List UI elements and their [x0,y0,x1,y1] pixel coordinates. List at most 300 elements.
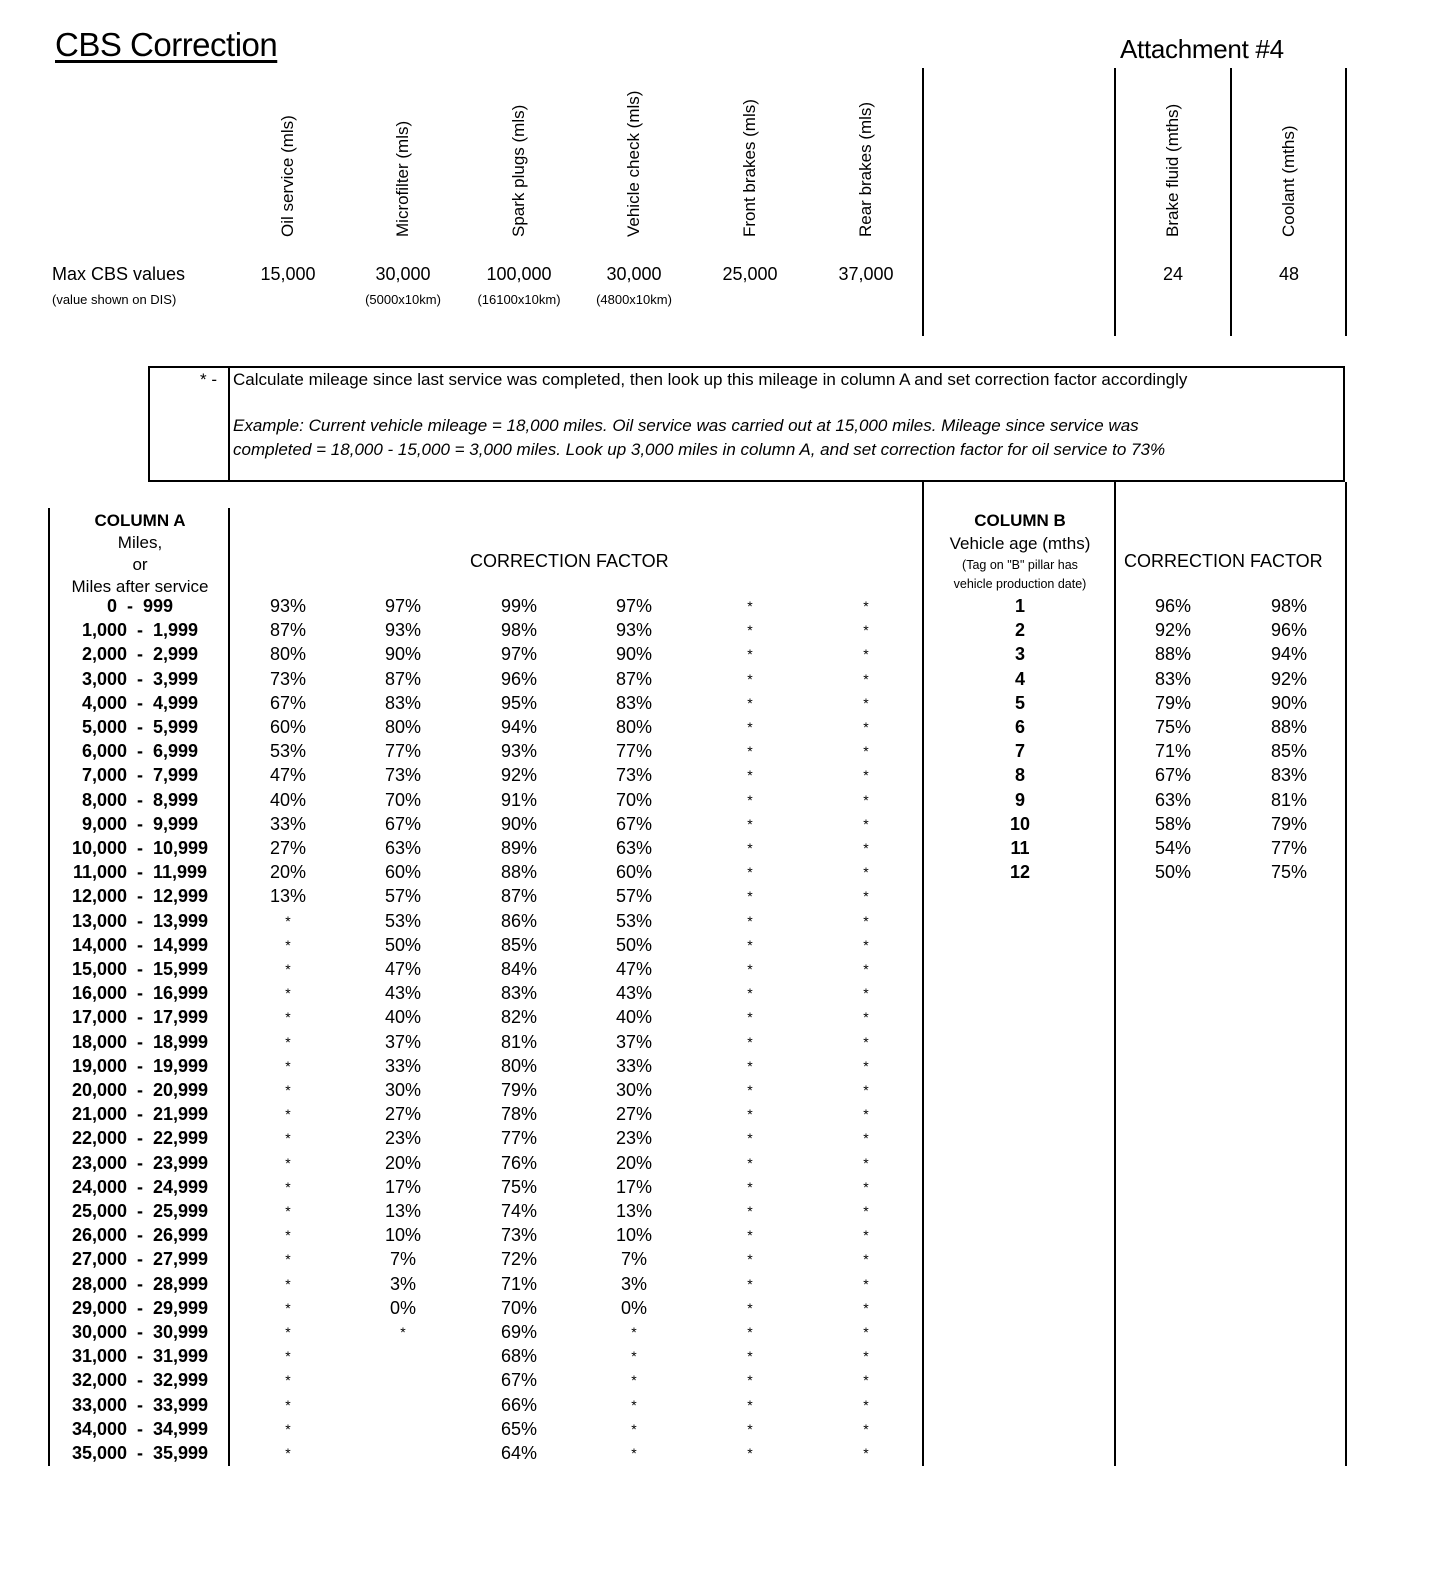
max-value: 25,000 [722,264,778,284]
table-row [0,1030,1440,1054]
vehicle-age: 5 [1014,692,1025,713]
correction-factor-cell: 67% [500,1370,538,1391]
column-a-sub3: Miles after service [71,577,209,596]
correction-factor-cell: * [863,1154,869,1171]
correction-factor-cell: * [285,1154,291,1171]
correction-factor-cell: 20% [615,1152,653,1173]
correction-factor-cell: 96% [500,668,538,689]
correction-factor-cell: * [747,598,753,614]
service-header: Front brakes (mls) [740,99,759,237]
correction-factor-cell: 78% [500,1104,538,1125]
page-title: CBS Correction [55,26,278,63]
correction-factor-cell: 85% [500,934,538,955]
mileage-range: 1,000 - 1,999 [81,620,199,641]
table-row [0,884,1440,908]
correction-factor-cell: 83% [615,692,653,713]
correction-factor-cell: * [863,694,869,711]
correction-factor-cell: 80% [384,717,422,737]
correction-factor-cell: 90% [1270,692,1308,713]
table-row [0,1078,1440,1102]
correction-factor-cell: 92% [500,765,538,786]
max-value: 24 [1162,264,1184,284]
correction-factor-cell: * [747,1396,753,1413]
correction-factor-cell: 88% [1154,644,1192,665]
correction-factor-cell: 13% [269,886,307,907]
correction-factor-cell: 96% [1270,620,1308,641]
correction-factor-cell: 53% [384,910,422,931]
mileage-range: 11,000 - 11,999 [72,862,208,883]
vehicle-age: 8 [1014,765,1025,786]
table-row [0,1247,1440,1271]
correction-factor-cell: * [747,1106,753,1123]
table-row [0,1199,1440,1223]
correction-factor-cell: 83% [384,692,422,713]
correction-factor-cell: 3% [389,1273,416,1294]
correction-factor-cell: 96% [1154,596,1192,616]
correction-factor-cell: 87% [500,886,538,907]
correction-factor-cell: 90% [615,644,653,665]
correction-factor-cell: * [747,719,753,735]
correction-factor-cell: 97% [384,596,422,616]
mileage-range: 24,000 - 24,999 [71,1176,209,1197]
correction-factor-cell: * [747,646,753,663]
correction-factor-cell: * [863,1106,869,1123]
table-row [0,667,1440,691]
vehicle-age: 2 [1014,620,1025,641]
correction-factor-cell: 33% [269,813,307,834]
correction-factor-cell: 27% [269,838,307,858]
correction-factor-cell: 79% [1154,692,1192,713]
correction-factor-cell: * [863,961,869,977]
table-row [0,1368,1440,1392]
mileage-range: 2,000 - 2,999 [81,644,199,665]
table-row [0,618,1440,642]
correction-factor-cell: * [285,1396,291,1413]
correction-factor-cell: 92% [1270,668,1308,689]
vehicle-age: 1 [1014,596,1025,616]
correction-factor-cell: * [747,864,753,881]
correction-factor-cell: * [285,1033,291,1050]
correction-factor-cell: 67% [269,692,307,713]
column-b-cf-header: CORRECTION FACTOR [1124,551,1323,571]
correction-factor-cell: 98% [500,620,538,641]
table-row [0,715,1440,739]
correction-factor-cell: * [400,1324,406,1340]
table-row [0,763,1440,787]
correction-factor-cell: * [747,985,753,1002]
correction-factor-cell: * [747,1348,753,1365]
table-row [0,1126,1440,1150]
vehicle-age: 10 [1009,813,1031,834]
column-b-sub2: (Tag on "B" pillar has [962,558,1078,572]
correction-factor-cell: 47% [615,959,653,979]
divider [1114,68,1116,336]
correction-factor-cell: 60% [384,862,422,883]
correction-factor-cell: * [863,1396,869,1413]
correction-factor-cell: 37% [615,1031,653,1052]
correction-factor-cell: * [863,912,869,929]
correction-factor-cell: * [285,1178,291,1195]
correction-factor-cell: * [863,646,869,663]
correction-factor-cell: 67% [1154,765,1192,786]
correction-factor-cell: 40% [615,1007,653,1028]
correction-factor-cell: * [863,1299,869,1316]
mileage-range: 22,000 - 22,999 [71,1128,209,1149]
correction-factor-cell: * [863,1324,869,1340]
correction-factor-cell: 91% [500,789,538,810]
mileage-range: 12,000 - 12,999 [71,886,209,907]
correction-factor-cell: * [747,1033,753,1050]
correction-factor-cell: * [747,1154,753,1171]
correction-factor-cell: 0% [389,1297,416,1318]
correction-factor-cell: 84% [500,959,538,979]
table-row [0,1441,1440,1465]
correction-factor-cell: * [863,1227,869,1244]
correction-factor-cell: 79% [500,1080,538,1100]
max-cbs-sublabel: (value shown on DIS) [52,292,177,307]
correction-factor-cell: 64% [500,1443,538,1463]
correction-factor-cell: 60% [269,717,307,737]
table-row [0,1272,1440,1296]
correction-factor-cell: * [285,1130,291,1147]
table-row [0,812,1440,836]
correction-factor-cell: 98% [1270,596,1308,616]
correction-factor-cell: 75% [1270,862,1308,883]
table-row [0,1296,1440,1320]
correction-factor-cell: * [747,912,753,929]
correction-factor-cell: 69% [500,1322,538,1342]
correction-factor-cell: * [285,1445,291,1461]
correction-factor-cell: 94% [1270,644,1308,665]
mileage-range: 5,000 - 5,999 [81,717,199,737]
correction-factor-cell: 97% [615,596,653,616]
correction-factor-cell: 89% [500,838,538,858]
correction-factor-cell: * [747,1275,753,1292]
table-row [0,836,1440,860]
table-row [0,1223,1440,1247]
correction-factor-cell: * [285,1275,291,1292]
correction-factor-cell: 73% [269,668,307,689]
correction-factor-cell: 92% [1154,620,1192,641]
correction-factor-cell: 73% [615,765,653,786]
mileage-range: 27,000 - 27,999 [71,1249,209,1270]
correction-factor-cell: 70% [384,789,422,810]
column-a-sub2: or [132,555,148,574]
correction-factor-cell: 63% [384,838,422,858]
correction-factor-cell: * [747,1324,753,1340]
correction-factor-cell: * [285,1420,291,1437]
correction-factor-cell: * [285,985,291,1002]
correction-factor-cell: 10% [615,1225,653,1246]
correction-factor-cell: * [863,719,869,735]
correction-factor-cell: 66% [500,1394,538,1415]
vehicle-age: 7 [1014,741,1025,762]
mileage-range: 4,000 - 4,999 [81,692,199,713]
correction-factor-cell: 65% [500,1418,538,1439]
mileage-range: 14,000 - 14,999 [71,934,209,955]
max-value-note: (5000x10km) [365,292,441,307]
correction-factor-cell: 50% [1154,862,1192,883]
correction-factor-cell: * [863,1009,869,1026]
correction-factor-cell: 33% [384,1055,422,1076]
service-header: Microfilter (mls) [393,120,412,237]
correction-factor-cell: * [863,815,869,832]
correction-factor-cell: 57% [615,886,653,907]
table-row [0,1417,1440,1441]
correction-factor-cell: * [747,670,753,687]
column-a-cf-header: CORRECTION FACTOR [470,551,669,571]
correction-factor-cell: * [747,1420,753,1437]
correction-factor-cell: 53% [269,741,307,762]
max-value-note: (4800x10km) [596,292,672,307]
correction-factor-cell: 67% [384,813,422,834]
correction-factor-cell: * [285,1348,291,1365]
correction-factor-cell: 70% [615,789,653,810]
correction-factor-cell: 60% [615,862,653,883]
mileage-range: 8,000 - 8,999 [81,789,199,810]
correction-factor-cell: 50% [384,934,422,955]
column-b-title: COLUMN B [974,511,1066,530]
correction-factor-cell: * [285,1106,291,1123]
correction-factor-cell: 47% [384,959,422,979]
correction-factor-cell: 27% [615,1104,653,1125]
correction-factor-cell: * [747,1203,753,1219]
correction-factor-cell: 90% [500,813,538,834]
correction-factor-cell: 76% [500,1152,538,1173]
correction-factor-cell: * [747,1009,753,1026]
correction-factor-cell: * [747,694,753,711]
correction-factor-cell: * [863,1445,869,1461]
correction-factor-cell: * [863,1082,869,1098]
correction-factor-cell: * [747,888,753,905]
correction-factor-cell: * [285,1227,291,1244]
divider [1230,68,1232,336]
correction-factor-cell: 93% [615,620,653,641]
correction-factor-cell: 90% [384,644,422,665]
mileage-range: 30,000 - 30,999 [71,1322,209,1342]
correction-factor-cell: 23% [384,1128,422,1149]
correction-factor-cell: 67% [615,813,653,834]
correction-factor-cell: 30% [615,1080,653,1100]
correction-factor-cell: * [863,936,869,953]
correction-factor-cell: 80% [269,644,307,665]
correction-factor-cell: * [747,961,753,977]
vehicle-age: 6 [1014,717,1025,737]
max-value: 37,000 [838,264,894,284]
correction-factor-cell: 83% [1270,765,1308,786]
correction-factor-cell: 74% [500,1201,538,1221]
table-row [0,1320,1440,1344]
correction-factor-cell: 63% [1154,789,1192,810]
mileage-range: 13,000 - 13,999 [71,910,209,931]
table-row [0,981,1440,1005]
correction-factor-cell: * [285,912,291,929]
max-value: 15,000 [260,264,316,284]
correction-factor-cell: 68% [500,1346,538,1367]
table-row [0,739,1440,763]
correction-factor-cell: * [631,1324,637,1340]
table-row [0,691,1440,715]
table-row [0,788,1440,812]
mileage-range: 7,000 - 7,999 [81,765,199,786]
correction-factor-cell: * [747,840,753,856]
note-example-line1: Example: Current vehicle mileage = 18,000 miles. Oil service was carried out at 15,000 miles. Mileage since service was [233,416,1139,435]
correction-factor-cell: 73% [384,765,422,786]
mileage-range: 35,000 - 35,999 [71,1443,209,1463]
mileage-range: 3,000 - 3,999 [81,668,199,689]
table-row [0,1175,1440,1199]
correction-factor-cell: * [747,743,753,760]
correction-factor-cell: * [747,622,753,639]
correction-factor-cell: 47% [269,765,307,786]
correction-factor-cell: 88% [1270,717,1308,737]
correction-factor-cell: * [747,1057,753,1074]
correction-factor-cell: 86% [500,910,538,931]
correction-factor-cell: * [285,961,291,977]
correction-factor-cell: 54% [1154,838,1192,858]
correction-factor-cell: 88% [500,862,538,883]
table-row [0,642,1440,666]
correction-factor-cell: * [863,1130,869,1147]
note-instruction: Calculate mileage since last service was completed, then look up this mileage in column A and set correction factor accordingly [233,370,1188,389]
table-row [0,933,1440,957]
correction-factor-cell: 94% [500,717,538,737]
note-marker: * - [200,370,217,389]
correction-factor-cell: * [747,1178,753,1195]
max-value: 30,000 [606,264,662,284]
correction-factor-cell: * [631,1348,637,1365]
correction-factor-cell: 83% [500,983,538,1004]
correction-factor-cell: 77% [500,1128,538,1149]
correction-factor-cell: 73% [500,1225,538,1246]
mileage-range: 34,000 - 34,999 [71,1418,209,1439]
correction-factor-cell: * [285,1251,291,1268]
correction-factor-cell: 43% [384,983,422,1004]
correction-factor-cell: 83% [1154,668,1192,689]
mileage-range: 26,000 - 26,999 [71,1225,209,1246]
correction-factor-cell: * [747,1227,753,1244]
correction-factor-cell: 58% [1154,813,1192,834]
mileage-range: 18,000 - 18,999 [71,1031,209,1052]
correction-factor-cell: * [747,767,753,784]
correction-factor-cell: * [747,791,753,808]
correction-factor-cell: 13% [615,1201,653,1221]
max-cbs-label: Max CBS values [52,264,186,284]
column-a-header [50,510,230,598]
correction-factor-cell: 20% [384,1152,422,1173]
column-b-header [925,510,1115,594]
correction-factor-cell: 40% [269,789,307,810]
correction-factor-cell: 70% [500,1297,538,1318]
correction-factor-cell: 57% [384,886,422,907]
correction-factor-cell: 50% [615,934,653,955]
correction-factor-cell: 7% [389,1249,416,1270]
correction-factor-cell: * [863,1275,869,1292]
correction-factor-cell: * [747,936,753,953]
correction-factor-cell: 72% [500,1249,538,1270]
correction-factor-cell: * [863,888,869,905]
correction-factor-cell: * [747,1445,753,1461]
correction-factor-cell: * [285,1009,291,1026]
correction-factor-cell: 23% [615,1128,653,1149]
mileage-range: 16,000 - 16,999 [71,983,209,1004]
correction-factor-cell: 97% [500,644,538,665]
mileage-range: 23,000 - 23,999 [71,1152,209,1173]
correction-factor-cell: 80% [615,717,653,737]
max-value: 100,000 [486,264,552,284]
correction-factor-cell: * [863,1033,869,1050]
service-header: Oil service (mls) [278,115,297,237]
mileage-range: 6,000 - 6,999 [81,741,199,762]
table-row [0,1102,1440,1126]
correction-factor-cell: 71% [500,1273,538,1294]
correction-factor-cell: * [747,1130,753,1147]
correction-factor-cell: 87% [269,620,307,641]
correction-factor-cell: * [863,1057,869,1074]
correction-factor-cell: 80% [500,1055,538,1076]
correction-factor-cell: * [863,598,869,614]
correction-factor-cell: 71% [1154,741,1192,762]
correction-factor-cell: * [863,1372,869,1389]
correction-factor-cell: * [747,1299,753,1316]
correction-factor-cell: 0% [620,1297,647,1318]
correction-factor-cell: 81% [500,1031,538,1052]
vehicle-age: 12 [1009,862,1031,883]
column-a-title: COLUMN A [94,511,186,530]
correction-factor-cell: 7% [620,1249,647,1270]
mileage-range: 20,000 - 20,999 [71,1080,209,1100]
correction-factor-cell: 93% [500,741,538,762]
correction-factor-cell: * [285,1372,291,1389]
mileage-range: 29,000 - 29,999 [71,1297,209,1318]
mileage-range: 17,000 - 17,999 [71,1007,209,1028]
mileage-range: 28,000 - 28,999 [71,1273,209,1294]
table-row [0,1054,1440,1078]
correction-factor-cell: * [747,1372,753,1389]
mileage-range: 21,000 - 21,999 [71,1104,209,1125]
correction-factor-cell: * [285,1324,291,1340]
table-row [0,1344,1440,1368]
correction-factor-cell: 33% [615,1055,653,1076]
correction-factor-cell: 87% [384,668,422,689]
mileage-range: 19,000 - 19,999 [71,1055,209,1076]
correction-factor-cell: 77% [1270,838,1308,858]
mileage-range: 31,000 - 31,999 [71,1346,209,1367]
correction-factor-cell: * [863,767,869,784]
correction-factor-cell: 17% [384,1176,422,1197]
correction-factor-cell: 77% [615,741,653,762]
correction-factor-cell: 82% [500,1007,538,1028]
max-value-note: (16100x10km) [477,292,561,307]
correction-factor-cell: 17% [615,1176,653,1197]
correction-factor-cell: 75% [500,1176,538,1197]
mileage-range: 25,000 - 25,999 [71,1201,209,1221]
correction-factor-cell: 3% [620,1273,647,1294]
correction-factor-cell: 53% [615,910,653,931]
service-header: Vehicle check (mls) [624,90,643,237]
correction-factor-cell: 20% [269,862,307,883]
service-header: Spark plugs (mls) [509,104,528,237]
correction-factor-cell: 37% [384,1031,422,1052]
correction-factor-cell: 10% [384,1225,422,1246]
correction-factor-cell: 13% [384,1201,422,1221]
correction-factor-cell: * [631,1420,637,1437]
correction-factor-cell: * [863,1251,869,1268]
correction-factor-cell: * [747,1251,753,1268]
table-row [0,957,1440,981]
correction-factor-cell: * [285,1203,291,1219]
correction-factor-cell: 85% [1270,741,1308,762]
